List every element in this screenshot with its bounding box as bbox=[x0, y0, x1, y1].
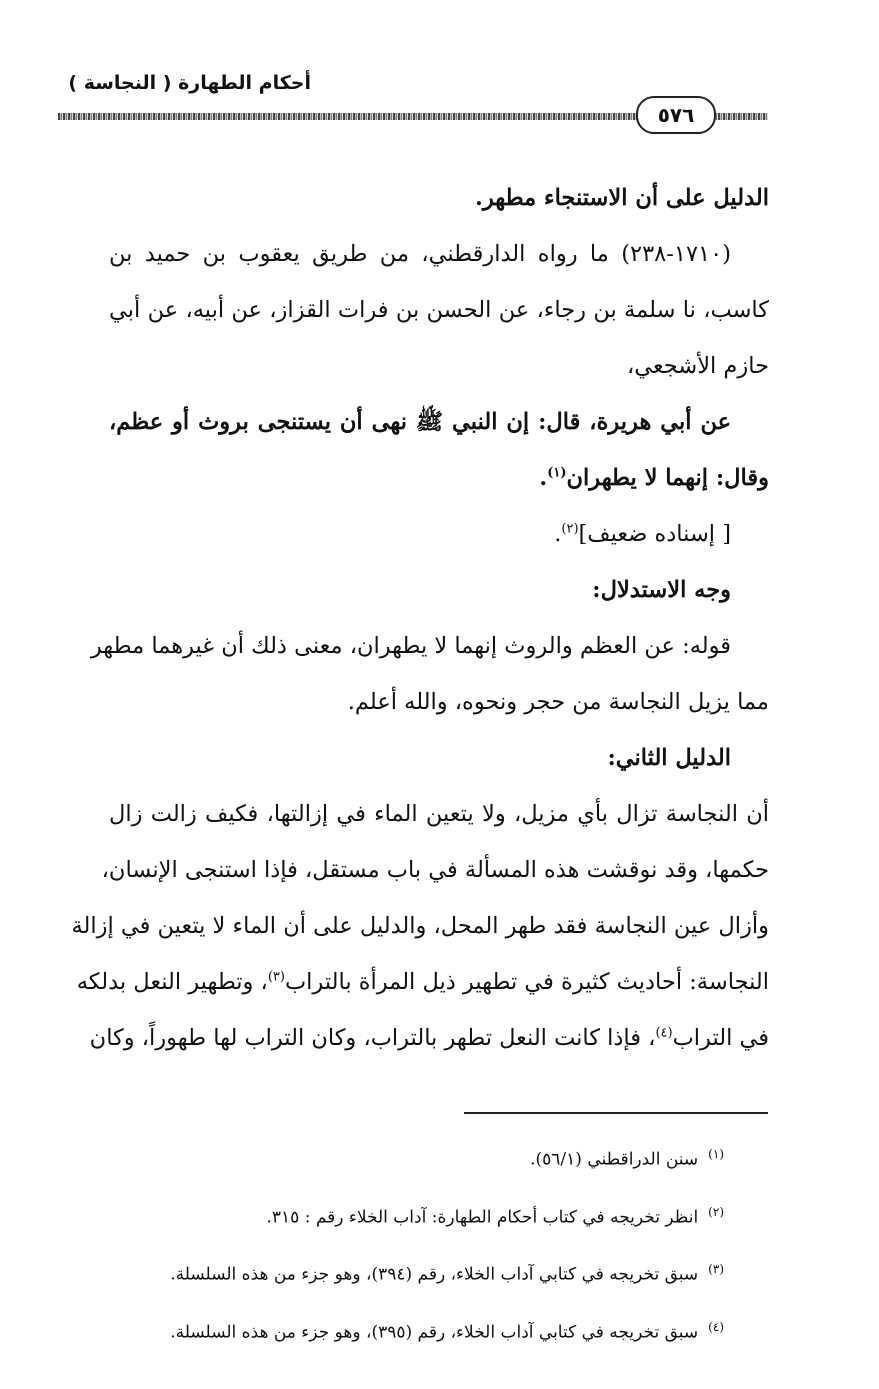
text-line: وأزال عين النجاسة فقد طهر المحل، والدليل على أن الماء لا يتعين في إزالة bbox=[71, 913, 769, 939]
text-part: النجاسة: أحاديث كثيرة في تطهير ذيل المرأة بالتراب bbox=[284, 969, 769, 995]
grading-text: [ إسناده ضعيف] bbox=[578, 521, 731, 547]
text-part: ، وتطهير النعل بدلكه bbox=[76, 969, 268, 995]
footnote-1 bbox=[84, 1128, 724, 1186]
footnote-text: سبق تخريجه في كتابي آداب الخلاء، رقم (٣٩٤)، وهو جزء من هذه السلسلة. bbox=[170, 1264, 699, 1285]
text-part: ، فإذا كانت النعل تطهر بالتراب، وكان التراب لها طهوراً، وكان bbox=[89, 1025, 656, 1051]
hadith-text bbox=[109, 450, 769, 506]
section-heading: الدليل على أن الاستنجاء مطهر. bbox=[475, 185, 769, 211]
footnote-4 bbox=[84, 1301, 724, 1359]
text-line: (١٧١٠-٢٣٨) ما رواه الدارقطني، من طريق يعقوب بن حميد بن bbox=[109, 241, 731, 267]
text-line: كاسب، نا سلمة بن رجاء، عن الحسن بن فرات القزاز، عن أبيه، عن أبي bbox=[109, 297, 769, 323]
footnote-ref: (٣) bbox=[267, 969, 285, 985]
subheading: وجه الاستدلال: bbox=[592, 577, 731, 603]
text-line bbox=[89, 1010, 769, 1066]
text-part: في التراب bbox=[672, 1025, 769, 1051]
punctuation: . bbox=[554, 521, 562, 547]
punctuation: . bbox=[539, 465, 548, 491]
running-title: أحكام الطهارة ( النجاسة ) bbox=[68, 72, 311, 94]
footnote-3 bbox=[84, 1243, 724, 1301]
text-line: حازم الأشجعي، bbox=[626, 353, 769, 379]
text-line: مما يزيل النجاسة من حجر ونحوه، والله أعلم. bbox=[347, 689, 769, 715]
text-line: قوله: عن العظم والروث إنهما لا يطهران، معنى ذلك أن غيرهما مطهر bbox=[90, 633, 731, 659]
text-line: أن النجاسة تزال بأي مزيل، ولا يتعين الماء في إزالتها، فكيف زالت زال bbox=[109, 801, 769, 827]
grading-line bbox=[109, 506, 769, 562]
footnote-text: سنن الدراقطني (٥٦/١). bbox=[530, 1149, 699, 1170]
text-line bbox=[76, 954, 769, 1010]
hadith-text: عن أبي هريرة، قال: إن النبي ﷺ نهى أن يستنجى بروث أو عظم، bbox=[109, 409, 731, 435]
footnote-text: سبق تخريجه في كتابي آداب الخلاء، رقم (٣٩٥)، وهو جزء من هذه السلسلة. bbox=[170, 1322, 699, 1343]
footnotes bbox=[84, 1128, 724, 1359]
footnote-text: انظر تخريجه في كتاب أحكام الطهارة: آداب الخلاء رقم : ٣١٥. bbox=[266, 1207, 699, 1228]
footnote-separator bbox=[464, 1112, 768, 1114]
subheading: الدليل الثاني: bbox=[607, 745, 731, 771]
footnote-marker: (٤) bbox=[708, 1319, 724, 1334]
footnote-ref: (١) bbox=[547, 465, 567, 481]
footnote-marker: (٣) bbox=[708, 1262, 724, 1277]
text-line: حكمها، وقد نوقشت هذه المسألة في باب مستقل، فإذا استنجى الإنسان، bbox=[101, 857, 769, 883]
footnote-marker: (١) bbox=[708, 1147, 724, 1161]
page-number: ٥٧٦ bbox=[636, 96, 716, 134]
footnote-marker: (٢) bbox=[708, 1204, 724, 1219]
footnote-2 bbox=[84, 1186, 724, 1244]
footnote-ref: (٤) bbox=[655, 1025, 673, 1041]
main-text bbox=[71, 170, 769, 1066]
hadith-text-part: وقال: إنهما لا يطهران bbox=[566, 465, 769, 491]
footnote-ref: (٢) bbox=[561, 521, 579, 537]
